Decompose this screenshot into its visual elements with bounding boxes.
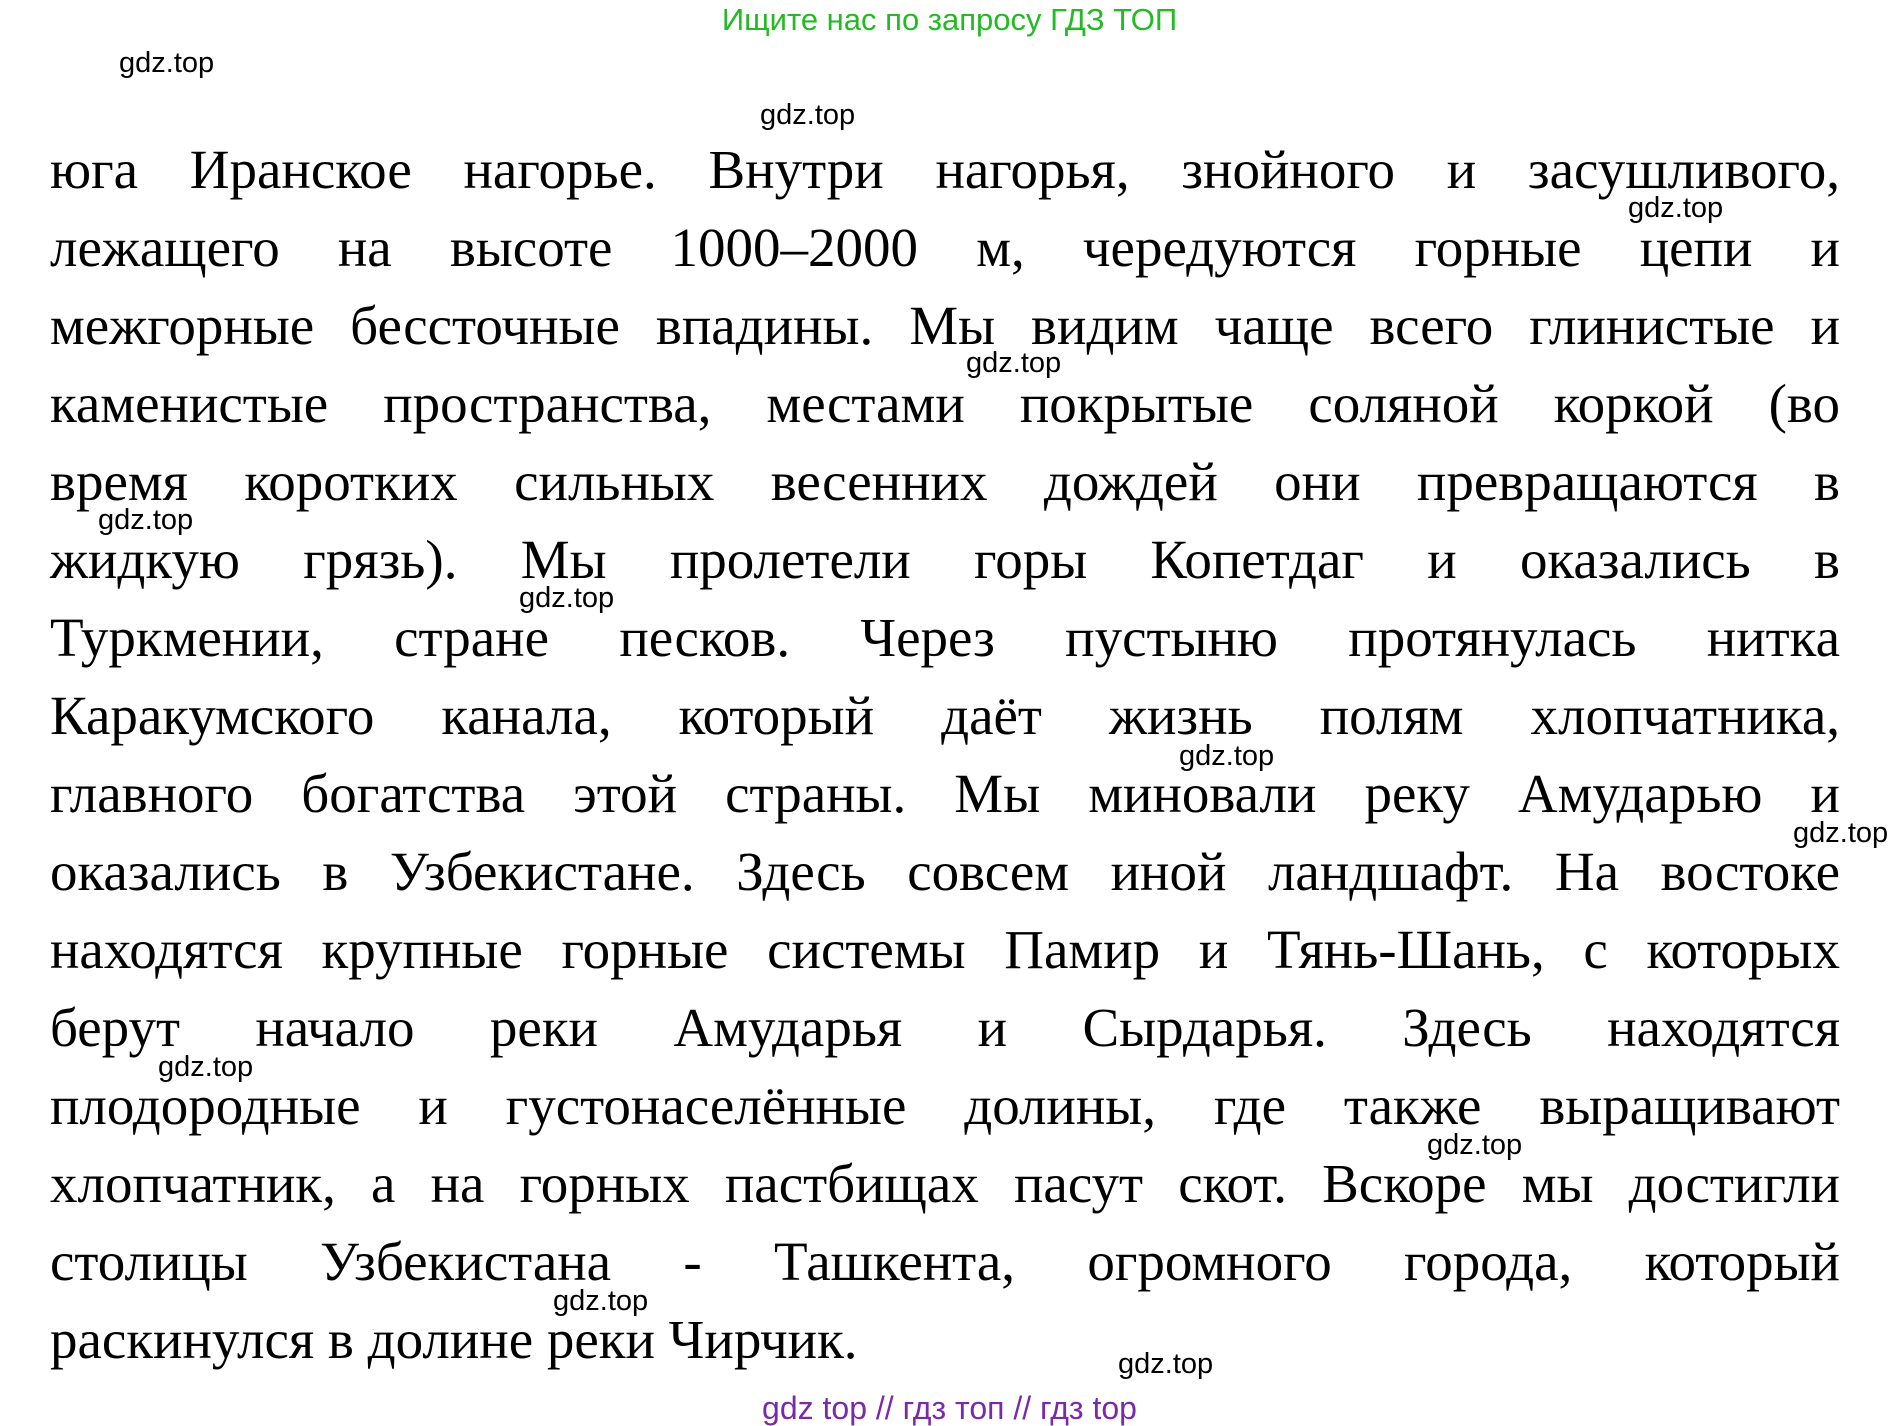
watermark: gdz.top [966, 347, 1062, 379]
text-line: юга Иранское нагорье. Внутри нагорья, знойного и засушливого, [50, 139, 1840, 200]
text-line: Туркмении, стране песков. Через пустыню протянулась нитка [50, 607, 1840, 668]
watermark: gdz.top [98, 504, 194, 536]
watermark: gdz.top [119, 47, 215, 79]
watermark: gdz.top [553, 1285, 649, 1317]
text-line: межгорные бессточные впадины. Мы видим чаще всего глинистые и [50, 295, 1840, 356]
text-line: Каракумского канала, который даёт жизнь полям хлопчатника, [50, 685, 1840, 746]
text-line: раскинулся в долине реки Чирчик. [50, 1309, 858, 1370]
watermark: gdz.top [760, 99, 856, 131]
search-banner: Ищите нас по запросу ГДЗ ТОП [721, 2, 1178, 37]
watermark: gdz.top [519, 582, 615, 614]
watermark: gdz.top [1118, 1348, 1214, 1380]
text-line: время коротких сильных весенних дождей они превращаются в [50, 451, 1840, 512]
text-line: каменистые пространства, местами покрытые соляной коркой (во [50, 373, 1840, 434]
text-line: лежащего на высоте 1000–2000 м, чередуются горные цепи и [50, 217, 1840, 278]
article-text [50, 131, 1840, 1379]
text-line: главного богатства этой страны. Мы миновали реку Амударью и [50, 763, 1840, 824]
text-line: жидкую грязь). Мы пролетели горы Копетдаг и оказались в [50, 529, 1840, 590]
footer-links: gdz top // гдз топ // гдз top [762, 1390, 1137, 1426]
watermark: gdz.top [1628, 192, 1724, 224]
text-line: хлопчатник, а на горных пастбищах пасут скот. Вскоре мы достигли [50, 1153, 1840, 1214]
text-line: столицы Узбекистана - Ташкента, огромного города, который [50, 1231, 1840, 1292]
watermark: gdz.top [1179, 740, 1275, 772]
watermark: gdz.top [1427, 1129, 1523, 1161]
text-line: находятся крупные горные системы Памир и Тянь-Шань, с которых [50, 919, 1840, 980]
watermark: gdz.top [1793, 817, 1889, 849]
text-line: плодородные и густонаселённые долины, где также выращивают [50, 1075, 1840, 1136]
watermark: gdz.top [158, 1051, 254, 1083]
text-line: оказались в Узбекистане. Здесь совсем иной ландшафт. На востоке [50, 841, 1840, 902]
text-line: берут начало реки Амударья и Сырдарья. Здесь находятся [50, 997, 1840, 1058]
